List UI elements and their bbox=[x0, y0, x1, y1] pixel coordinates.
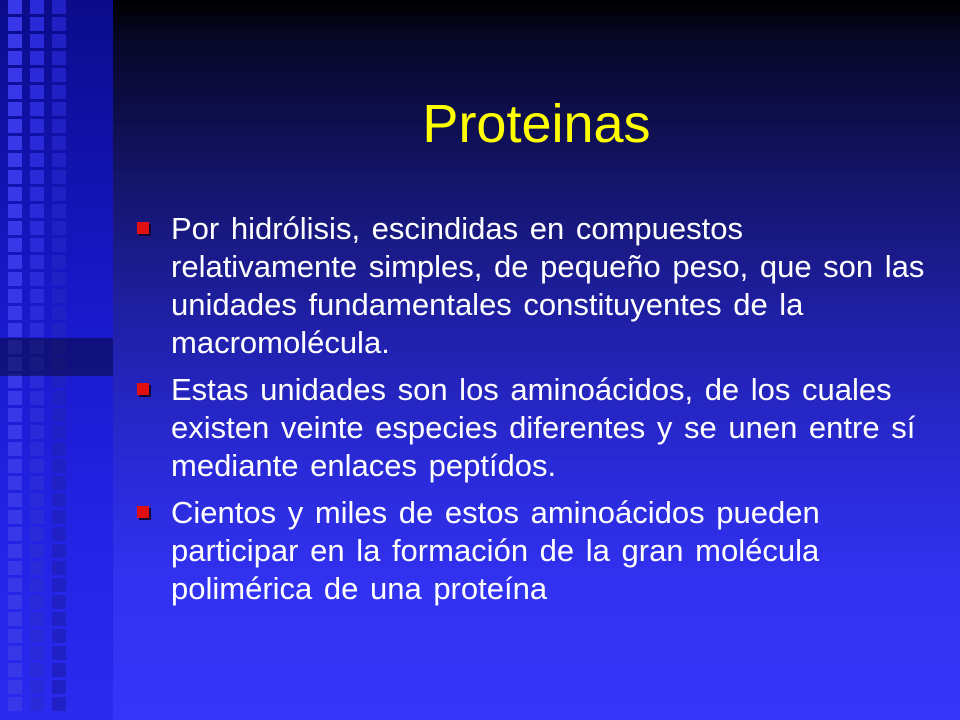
decorative-square bbox=[8, 561, 22, 575]
decorative-square bbox=[30, 527, 44, 541]
decorative-square bbox=[30, 238, 44, 252]
decorative-square bbox=[52, 204, 66, 218]
decorative-square bbox=[30, 221, 44, 235]
decorative-square bbox=[30, 34, 44, 48]
decorative-square bbox=[30, 153, 44, 167]
decorative-square bbox=[8, 204, 22, 218]
decorative-square bbox=[8, 170, 22, 184]
decorative-square bbox=[8, 17, 22, 31]
decorative-square bbox=[52, 68, 66, 82]
decorative-square bbox=[52, 374, 66, 388]
decorative-square bbox=[52, 391, 66, 405]
decorative-square bbox=[8, 272, 22, 286]
decorative-square bbox=[52, 561, 66, 575]
decorative-square bbox=[8, 221, 22, 235]
decorative-dark-bar bbox=[0, 338, 113, 376]
decorative-square bbox=[30, 17, 44, 31]
decorative-square bbox=[52, 680, 66, 694]
decorative-square bbox=[52, 34, 66, 48]
decorative-square bbox=[52, 255, 66, 269]
decorative-square bbox=[30, 663, 44, 677]
decorative-square bbox=[8, 476, 22, 490]
decorative-square bbox=[30, 408, 44, 422]
decorative-square bbox=[30, 561, 44, 575]
decorative-square bbox=[8, 51, 22, 65]
decorative-square bbox=[52, 527, 66, 541]
decorative-square bbox=[30, 306, 44, 320]
decorative-square bbox=[30, 544, 44, 558]
decorative-square bbox=[30, 629, 44, 643]
decorative-square bbox=[52, 85, 66, 99]
decorative-square bbox=[52, 102, 66, 116]
decorative-square bbox=[8, 544, 22, 558]
decorative-square bbox=[30, 119, 44, 133]
decorative-square bbox=[30, 476, 44, 490]
decorative-square bbox=[52, 153, 66, 167]
decorative-square bbox=[30, 646, 44, 660]
decorative-square bbox=[30, 612, 44, 626]
decorative-square bbox=[8, 425, 22, 439]
decorative-square bbox=[8, 255, 22, 269]
decorative-square bbox=[30, 102, 44, 116]
decorative-square bbox=[52, 544, 66, 558]
bullet-text: Por hidrólisis, escindidas en compuestos relativamente simples, de pequeño peso, que son las unidades fundamentales constituyentes de la macromolécula. bbox=[171, 211, 925, 360]
decorative-square bbox=[52, 646, 66, 660]
bullet-item bbox=[135, 494, 935, 608]
decorative-square bbox=[30, 51, 44, 65]
decorative-square bbox=[30, 136, 44, 150]
decorative-square bbox=[8, 595, 22, 609]
decorative-square bbox=[30, 323, 44, 337]
decorative-square bbox=[30, 493, 44, 507]
decorative-square bbox=[30, 204, 44, 218]
decorative-square bbox=[52, 408, 66, 422]
decorative-square bbox=[30, 85, 44, 99]
decorative-square bbox=[8, 68, 22, 82]
decorative-square bbox=[8, 153, 22, 167]
decorative-square bbox=[30, 442, 44, 456]
decorative-square bbox=[30, 0, 44, 14]
decorative-square bbox=[8, 0, 22, 14]
decorative-square bbox=[52, 595, 66, 609]
decorative-square bbox=[30, 578, 44, 592]
decorative-square bbox=[8, 612, 22, 626]
red-square-bullet-icon bbox=[137, 383, 149, 395]
decorative-square bbox=[8, 374, 22, 388]
decorative-square bbox=[30, 68, 44, 82]
decorative-square bbox=[52, 306, 66, 320]
decorative-square bbox=[52, 0, 66, 14]
decorative-square bbox=[52, 51, 66, 65]
decorative-square bbox=[30, 425, 44, 439]
decorative-square bbox=[30, 510, 44, 524]
decorative-square bbox=[30, 595, 44, 609]
decorative-square bbox=[52, 459, 66, 473]
decorative-square bbox=[8, 102, 22, 116]
decorative-square bbox=[8, 238, 22, 252]
decorative-square bbox=[30, 170, 44, 184]
decorative-square bbox=[30, 459, 44, 473]
decorative-square bbox=[8, 493, 22, 507]
decorative-square bbox=[30, 272, 44, 286]
decorative-square bbox=[8, 85, 22, 99]
decorative-square bbox=[8, 119, 22, 133]
decorative-square bbox=[8, 663, 22, 677]
decorative-square bbox=[8, 34, 22, 48]
decorative-square bbox=[8, 136, 22, 150]
decorative-square bbox=[8, 442, 22, 456]
red-square-bullet-icon bbox=[137, 506, 149, 518]
decorative-square bbox=[52, 119, 66, 133]
bullet-text: Cientos y miles de estos aminoácidos pueden participar en la formación de la gran molécula polimérica de una proteína bbox=[171, 495, 820, 606]
decorative-square bbox=[8, 629, 22, 643]
decorative-square bbox=[52, 289, 66, 303]
decorative-square bbox=[30, 697, 44, 711]
red-square-bullet-icon bbox=[137, 222, 149, 234]
decorative-square bbox=[52, 238, 66, 252]
decorative-square bbox=[52, 578, 66, 592]
decorative-square bbox=[30, 187, 44, 201]
decorative-square bbox=[8, 578, 22, 592]
decorative-square bbox=[8, 391, 22, 405]
bullet-list bbox=[135, 210, 935, 617]
decorative-square bbox=[52, 442, 66, 456]
decorative-square bbox=[52, 323, 66, 337]
decorative-square bbox=[52, 170, 66, 184]
decorative-square bbox=[8, 646, 22, 660]
decorative-square bbox=[52, 187, 66, 201]
decorative-square bbox=[8, 527, 22, 541]
decorative-square bbox=[8, 323, 22, 337]
decorative-square bbox=[52, 697, 66, 711]
decorative-square bbox=[8, 697, 22, 711]
decorative-square bbox=[8, 187, 22, 201]
decorative-square bbox=[52, 663, 66, 677]
decorative-square bbox=[52, 425, 66, 439]
decorative-square bbox=[30, 374, 44, 388]
decorative-square bbox=[8, 680, 22, 694]
decorative-square bbox=[30, 680, 44, 694]
decorative-square bbox=[30, 391, 44, 405]
decorative-square bbox=[52, 629, 66, 643]
bullet-item bbox=[135, 371, 935, 485]
decorative-square bbox=[52, 476, 66, 490]
decorative-square bbox=[30, 289, 44, 303]
decorative-square bbox=[52, 493, 66, 507]
decorative-square bbox=[52, 221, 66, 235]
decorative-square bbox=[52, 510, 66, 524]
bullet-text: Estas unidades son los aminoácidos, de los cuales existen veinte especies diferentes y se unen entre sí mediante enlaces peptídos. bbox=[171, 372, 916, 483]
slide-title: Proteinas bbox=[422, 94, 651, 154]
decorative-square bbox=[52, 612, 66, 626]
decorative-square bbox=[8, 306, 22, 320]
decorative-square bbox=[8, 459, 22, 473]
decorative-square bbox=[8, 408, 22, 422]
decorative-square bbox=[52, 136, 66, 150]
decorative-square bbox=[52, 17, 66, 31]
bullet-item bbox=[135, 210, 935, 362]
decorative-square bbox=[30, 255, 44, 269]
decorative-square bbox=[8, 289, 22, 303]
decorative-square bbox=[8, 510, 22, 524]
decorative-side-band bbox=[0, 0, 113, 720]
decorative-square bbox=[52, 272, 66, 286]
